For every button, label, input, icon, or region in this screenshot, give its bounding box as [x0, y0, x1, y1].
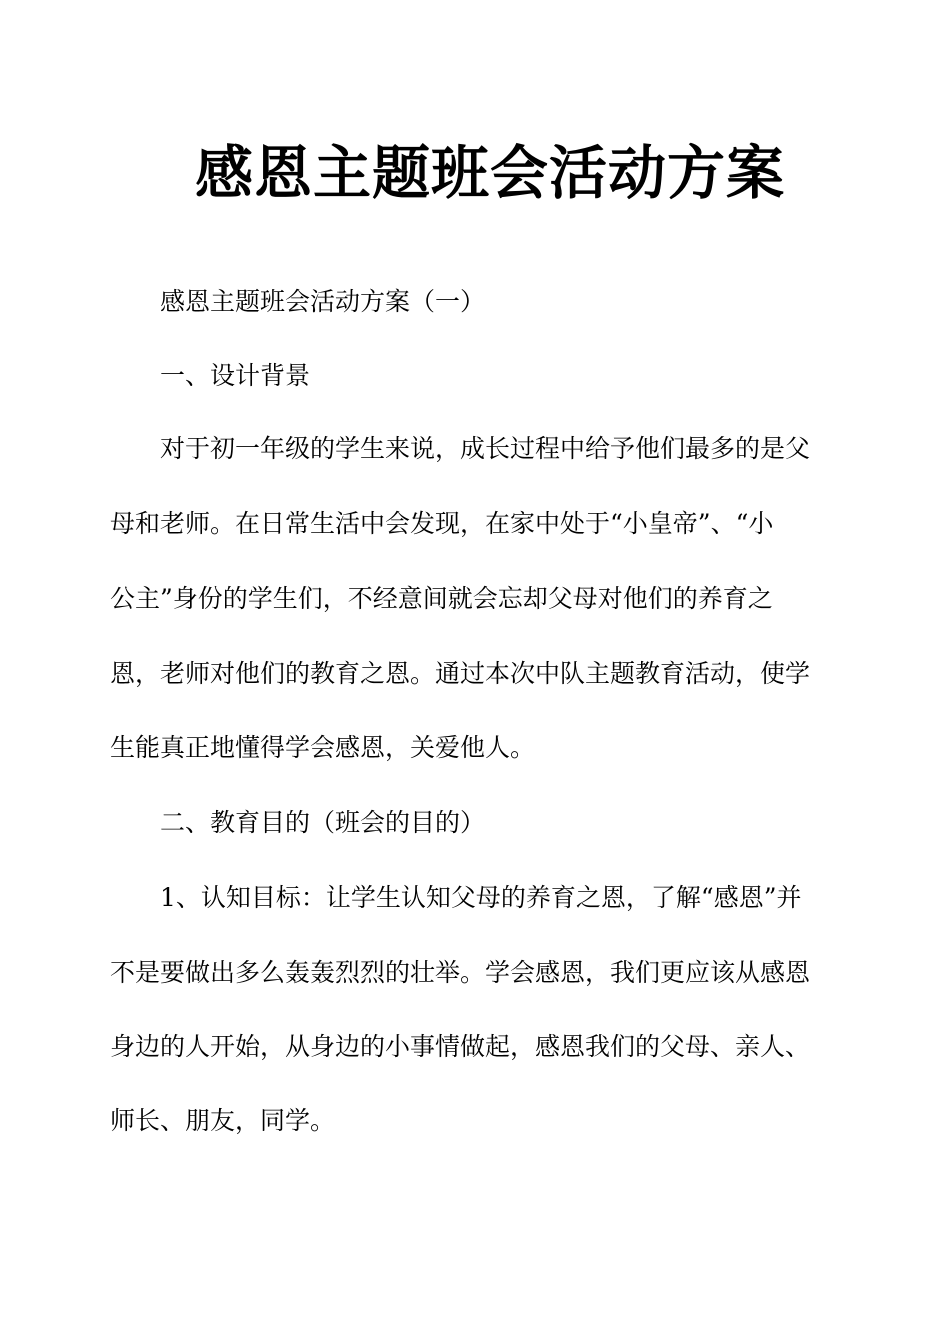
paragraph-line: 恩，老师对他们的教育之恩。通过本次中队主题教育活动，使学	[110, 659, 811, 688]
paragraph-line: 1、认知目标：让学生认知父母的养育之恩，了解“感恩”并	[160, 883, 802, 912]
paragraph-line: 师长、朋友，同学。	[110, 1106, 336, 1135]
section-heading: 一、设计背景	[160, 361, 311, 390]
section-heading: 感恩主题班会活动方案（一）	[160, 287, 486, 316]
paragraph-line: 生能真正地懂得学会感恩，关爱他人。	[110, 733, 536, 762]
paragraph-line: 对于初一年级的学生来说，成长过程中给予他们最多的是父	[160, 434, 811, 463]
paragraph-line: 身边的人开始，从身边的小事情做起，感恩我们的父母、亲人、	[110, 1032, 811, 1061]
section-heading: 二、教育目的（班会的目的）	[160, 808, 486, 837]
paragraph-line: 公主”身份的学生们，不经意间就会忘却父母对他们的养育之	[110, 584, 773, 613]
paragraph-line: 不是要做出多么轰轰烈烈的壮举。学会感恩，我们更应该从感恩	[110, 958, 811, 987]
document-title: 感恩主题班会活动方案	[194, 139, 785, 207]
paragraph-line: 母和老师。在日常生活中会发现，在家中处于“小皇帝”、“小	[110, 509, 774, 538]
